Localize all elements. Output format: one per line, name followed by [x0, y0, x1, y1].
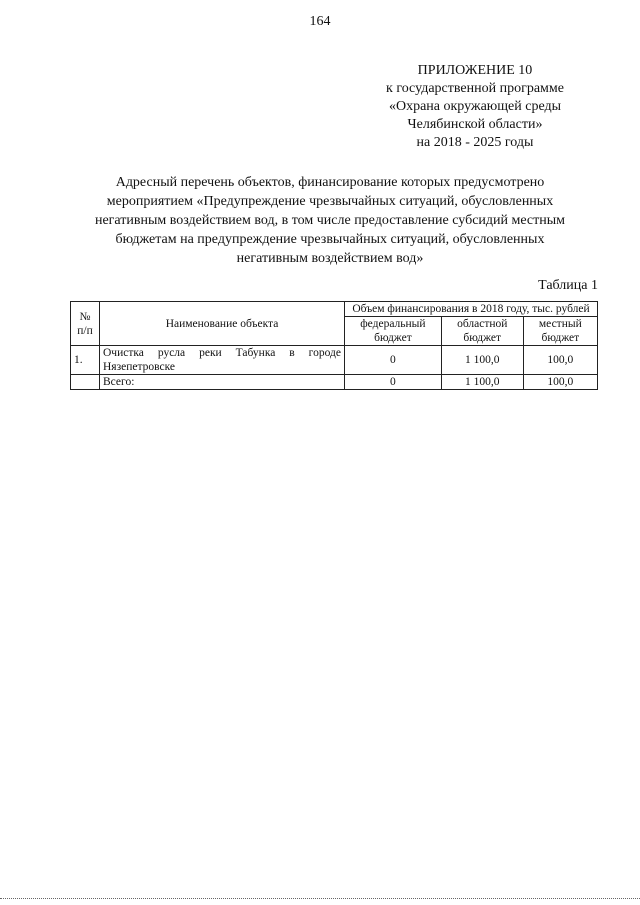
row-local-value: 100,0 — [523, 346, 597, 375]
table-total-row — [71, 375, 598, 390]
header-federal-budget: федеральный бюджет — [345, 317, 442, 346]
row-federal-value: 0 — [345, 346, 442, 375]
table-caption: Таблица 1 — [538, 278, 598, 293]
total-federal-value: 0 — [345, 375, 442, 390]
page-number: 164 — [309, 14, 331, 29]
appendix-line: Челябинской области» — [407, 117, 543, 132]
appendix-block — [360, 62, 590, 152]
row-number: 1. — [71, 346, 100, 375]
header-local-budget: местный бюджет — [523, 317, 597, 346]
total-local-value: 100,0 — [523, 375, 597, 390]
total-empty-cell — [71, 375, 100, 390]
table-row — [71, 346, 598, 375]
funding-table — [70, 301, 598, 390]
appendix-line: на 2018 - 2025 годы — [416, 135, 534, 150]
header-funding: Объем финансирования в 2018 году, тыс. рублей — [345, 302, 598, 317]
header-object-name: Наименование объекта — [100, 302, 345, 346]
document-heading — [60, 173, 600, 268]
row-object-name: Очистка русла реки Табунка в городе Нязепетровске — [100, 346, 345, 375]
heading-line: Адресный перечень объектов, финансирование которых предусмотрено — [115, 175, 545, 190]
total-label: Всего: — [100, 375, 345, 390]
heading-line: негативным воздействием вод» — [236, 251, 424, 266]
total-regional-value: 1 100,0 — [441, 375, 523, 390]
header-number: № п/п — [71, 302, 100, 346]
page-bottom-divider — [0, 898, 640, 899]
appendix-line: «Охрана окружающей среды — [388, 99, 562, 114]
header-regional-budget: областной бюджет — [441, 317, 523, 346]
appendix-title: ПРИЛОЖЕНИЕ 10 — [417, 63, 533, 78]
appendix-line: к государственной программе — [386, 81, 564, 96]
table-header-row — [71, 302, 598, 317]
heading-line: бюджетам на предупреждение чрезвычайных ситуаций, обусловленных — [115, 232, 545, 247]
heading-line: негативным воздействием вод, в том числе предоставление субсидий местным — [94, 213, 566, 228]
heading-line: мероприятием «Предупреждение чрезвычайных ситуаций, обусловленных — [106, 194, 554, 209]
row-regional-value: 1 100,0 — [441, 346, 523, 375]
